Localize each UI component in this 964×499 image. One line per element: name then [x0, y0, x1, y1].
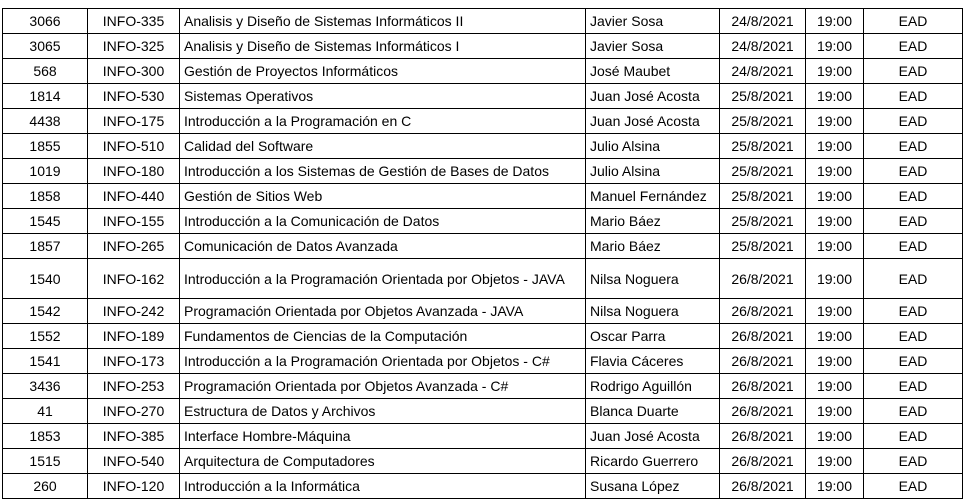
- course-name-cell: Sistemas Operativos: [180, 84, 586, 109]
- course-code-cell: INFO-385: [88, 424, 180, 449]
- exam-schedule-table: [2, 8, 963, 499]
- course-name-cell: Gestión de Proyectos Informáticos: [180, 59, 586, 84]
- exam-time-cell: 19:00: [806, 349, 864, 374]
- table-row: [3, 259, 963, 299]
- course-id-cell: 1855: [3, 134, 88, 159]
- course-name-cell: Introducción a la Programación Orientada por Objetos - C#: [180, 349, 586, 374]
- course-name-cell: Arquitectura de Computadores: [180, 449, 586, 474]
- teacher-cell: Manuel Fernández: [586, 184, 720, 209]
- modality-cell: EAD: [864, 184, 963, 209]
- exam-date-cell: 25/8/2021: [720, 134, 806, 159]
- teacher-cell: Flavia Cáceres: [586, 349, 720, 374]
- course-name-cell: Fundamentos de Ciencias de la Computación: [180, 324, 586, 349]
- table-row: [3, 84, 963, 109]
- course-name-cell: Programación Orientada por Objetos Avanzada - JAVA: [180, 299, 586, 324]
- course-name-cell: Estructura de Datos y Archivos: [180, 399, 586, 424]
- exam-date-cell: 26/8/2021: [720, 324, 806, 349]
- table-row: [3, 59, 963, 84]
- table-row: [3, 9, 963, 34]
- exam-date-cell: 26/8/2021: [720, 449, 806, 474]
- exam-date-cell: 24/8/2021: [720, 59, 806, 84]
- table-row: [3, 349, 963, 374]
- modality-cell: EAD: [864, 299, 963, 324]
- exam-date-cell: 25/8/2021: [720, 234, 806, 259]
- course-code-cell: INFO-300: [88, 59, 180, 84]
- table-row: [3, 159, 963, 184]
- course-id-cell: 4438: [3, 109, 88, 134]
- course-code-cell: INFO-175: [88, 109, 180, 134]
- teacher-cell: Ricardo Guerrero: [586, 449, 720, 474]
- course-code-cell: INFO-335: [88, 9, 180, 34]
- exam-time-cell: 19:00: [806, 9, 864, 34]
- modality-cell: EAD: [864, 134, 963, 159]
- teacher-cell: Juan José Acosta: [586, 424, 720, 449]
- course-code-cell: INFO-530: [88, 84, 180, 109]
- teacher-cell: Susana López: [586, 474, 720, 499]
- course-code-cell: INFO-162: [88, 259, 180, 299]
- course-name-cell: Interface Hombre-Máquina: [180, 424, 586, 449]
- course-name-cell: Introducción a los Sistemas de Gestión de Bases de Datos: [180, 159, 586, 184]
- course-id-cell: 3066: [3, 9, 88, 34]
- course-code-cell: INFO-180: [88, 159, 180, 184]
- table-row: [3, 474, 963, 499]
- course-code-cell: INFO-173: [88, 349, 180, 374]
- course-name-cell: Analisis y Diseño de Sistemas Informáticos II: [180, 9, 586, 34]
- table-row: [3, 374, 963, 399]
- exam-time-cell: 19:00: [806, 324, 864, 349]
- course-name-cell: Introducción a la Programación Orientada por Objetos - JAVA: [180, 259, 586, 299]
- course-name-cell: Introducción a la Informática: [180, 474, 586, 499]
- modality-cell: EAD: [864, 349, 963, 374]
- course-code-cell: INFO-155: [88, 209, 180, 234]
- table-row: [3, 34, 963, 59]
- teacher-cell: Blanca Duarte: [586, 399, 720, 424]
- course-code-cell: INFO-253: [88, 374, 180, 399]
- course-code-cell: INFO-265: [88, 234, 180, 259]
- course-code-cell: INFO-325: [88, 34, 180, 59]
- modality-cell: EAD: [864, 209, 963, 234]
- teacher-cell: Nilsa Noguera: [586, 259, 720, 299]
- exam-date-cell: 24/8/2021: [720, 34, 806, 59]
- exam-date-cell: 24/8/2021: [720, 9, 806, 34]
- course-code-cell: INFO-440: [88, 184, 180, 209]
- modality-cell: EAD: [864, 84, 963, 109]
- exam-time-cell: 19:00: [806, 109, 864, 134]
- course-id-cell: 1857: [3, 234, 88, 259]
- exam-time-cell: 19:00: [806, 474, 864, 499]
- modality-cell: EAD: [864, 34, 963, 59]
- course-code-cell: INFO-189: [88, 324, 180, 349]
- modality-cell: EAD: [864, 59, 963, 84]
- teacher-cell: Javier Sosa: [586, 9, 720, 34]
- exam-time-cell: 19:00: [806, 299, 864, 324]
- exam-date-cell: 26/8/2021: [720, 259, 806, 299]
- teacher-cell: Juan José Acosta: [586, 109, 720, 134]
- modality-cell: EAD: [864, 159, 963, 184]
- modality-cell: EAD: [864, 259, 963, 299]
- course-id-cell: 1814: [3, 84, 88, 109]
- teacher-cell: Julio Alsina: [586, 159, 720, 184]
- course-name-cell: Comunicación de Datos Avanzada: [180, 234, 586, 259]
- course-id-cell: 1515: [3, 449, 88, 474]
- course-id-cell: 260: [3, 474, 88, 499]
- exam-time-cell: 19:00: [806, 34, 864, 59]
- modality-cell: EAD: [864, 474, 963, 499]
- exam-date-cell: 26/8/2021: [720, 424, 806, 449]
- exam-date-cell: 26/8/2021: [720, 299, 806, 324]
- exam-date-cell: 25/8/2021: [720, 184, 806, 209]
- exam-time-cell: 19:00: [806, 134, 864, 159]
- exam-date-cell: 25/8/2021: [720, 84, 806, 109]
- course-code-cell: INFO-242: [88, 299, 180, 324]
- table-row: [3, 134, 963, 159]
- modality-cell: EAD: [864, 324, 963, 349]
- course-code-cell: INFO-510: [88, 134, 180, 159]
- exam-date-cell: 26/8/2021: [720, 474, 806, 499]
- course-id-cell: 41: [3, 399, 88, 424]
- teacher-cell: Oscar Parra: [586, 324, 720, 349]
- modality-cell: EAD: [864, 374, 963, 399]
- teacher-cell: Juan José Acosta: [586, 84, 720, 109]
- exam-date-cell: 25/8/2021: [720, 159, 806, 184]
- exam-time-cell: 19:00: [806, 59, 864, 84]
- modality-cell: EAD: [864, 109, 963, 134]
- teacher-cell: Mario Báez: [586, 209, 720, 234]
- modality-cell: EAD: [864, 449, 963, 474]
- exam-time-cell: 19:00: [806, 259, 864, 299]
- modality-cell: EAD: [864, 399, 963, 424]
- table-row: [3, 184, 963, 209]
- exam-time-cell: 19:00: [806, 399, 864, 424]
- course-id-cell: 1541: [3, 349, 88, 374]
- exam-time-cell: 19:00: [806, 84, 864, 109]
- table-row: [3, 449, 963, 474]
- modality-cell: EAD: [864, 9, 963, 34]
- course-code-cell: INFO-270: [88, 399, 180, 424]
- course-id-cell: 1542: [3, 299, 88, 324]
- course-id-cell: 3065: [3, 34, 88, 59]
- table-row: [3, 109, 963, 134]
- course-id-cell: 1545: [3, 209, 88, 234]
- exam-time-cell: 19:00: [806, 449, 864, 474]
- teacher-cell: Mario Báez: [586, 234, 720, 259]
- course-name-cell: Introducción a la Comunicación de Datos: [180, 209, 586, 234]
- exam-time-cell: 19:00: [806, 184, 864, 209]
- teacher-cell: Julio Alsina: [586, 134, 720, 159]
- teacher-cell: José Maubet: [586, 59, 720, 84]
- exam-time-cell: 19:00: [806, 159, 864, 184]
- exam-date-cell: 25/8/2021: [720, 209, 806, 234]
- course-name-cell: Analisis y Diseño de Sistemas Informáticos I: [180, 34, 586, 59]
- table-row: [3, 324, 963, 349]
- course-code-cell: INFO-540: [88, 449, 180, 474]
- course-id-cell: 1858: [3, 184, 88, 209]
- table-row: [3, 209, 963, 234]
- course-id-cell: 1540: [3, 259, 88, 299]
- table-row: [3, 424, 963, 449]
- exam-time-cell: 19:00: [806, 209, 864, 234]
- course-code-cell: INFO-120: [88, 474, 180, 499]
- modality-cell: EAD: [864, 234, 963, 259]
- modality-cell: EAD: [864, 424, 963, 449]
- exam-time-cell: 19:00: [806, 424, 864, 449]
- course-id-cell: 1552: [3, 324, 88, 349]
- table-body: [3, 9, 963, 499]
- table-row: [3, 299, 963, 324]
- teacher-cell: Rodrigo Aguillón: [586, 374, 720, 399]
- course-id-cell: 1853: [3, 424, 88, 449]
- course-name-cell: Programación Orientada por Objetos Avanzada - C#: [180, 374, 586, 399]
- course-id-cell: 568: [3, 59, 88, 84]
- course-id-cell: 1019: [3, 159, 88, 184]
- exam-date-cell: 26/8/2021: [720, 349, 806, 374]
- exam-date-cell: 25/8/2021: [720, 109, 806, 134]
- course-id-cell: 3436: [3, 374, 88, 399]
- table-row: [3, 399, 963, 424]
- course-name-cell: Introducción a la Programación en C: [180, 109, 586, 134]
- course-name-cell: Gestión de Sitios Web: [180, 184, 586, 209]
- teacher-cell: Nilsa Noguera: [586, 299, 720, 324]
- table-row: [3, 234, 963, 259]
- course-name-cell: Calidad del Software: [180, 134, 586, 159]
- exam-date-cell: 26/8/2021: [720, 399, 806, 424]
- exam-date-cell: 26/8/2021: [720, 374, 806, 399]
- teacher-cell: Javier Sosa: [586, 34, 720, 59]
- exam-time-cell: 19:00: [806, 234, 864, 259]
- exam-time-cell: 19:00: [806, 374, 864, 399]
